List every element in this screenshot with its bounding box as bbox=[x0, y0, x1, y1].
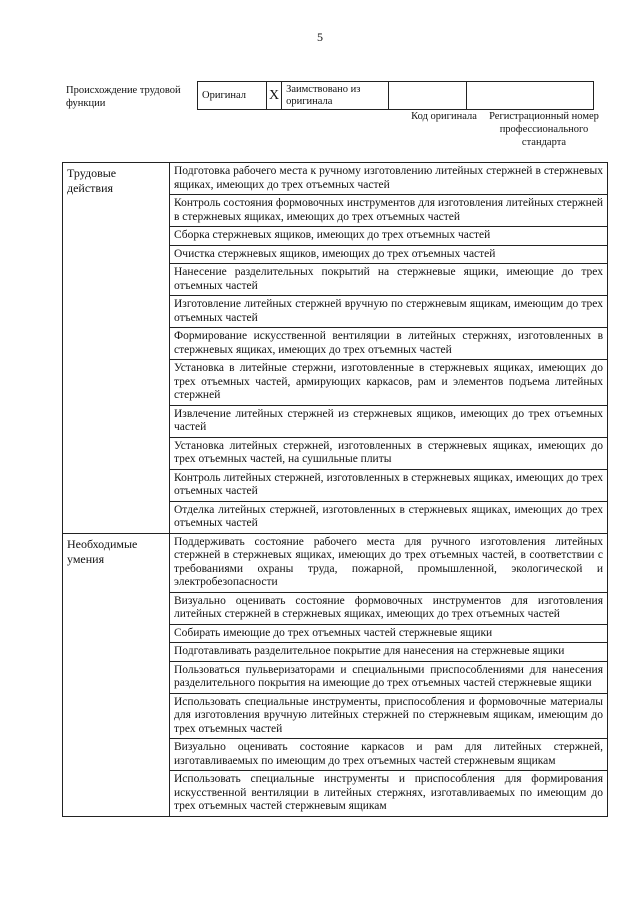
section-item: Установка в литейные стержни, изготовленные в стержневых ящиках, имеющих до трех отъемных частей, армирующих каркасов, рам и элементов подъема литейных стержней bbox=[170, 360, 608, 406]
section-item: Изготовление литейных стержней вручную по стержневым ящикам, имеющим до трех отъемных частей bbox=[170, 296, 608, 328]
code-cell bbox=[389, 82, 467, 110]
section-item: Визуально оценивать состояние формовочных инструментов для изготовления литейных стержней в стержневых ящиках, имеющих до трех отъемных частей bbox=[170, 592, 608, 624]
origin-table bbox=[197, 81, 594, 110]
borrowed-cell: Заимствовано из оригинала bbox=[282, 82, 389, 110]
section-item: Пользоваться пульверизаторами и специальными приспособлениями для нанесения разделительного покрытия на имеющие до трех отъемных частей стержневые ящики bbox=[170, 661, 608, 693]
functions-table bbox=[62, 162, 608, 817]
original-cell: Оригинал bbox=[198, 82, 267, 110]
origin-label: Происхождение трудовой функции bbox=[66, 85, 181, 109]
section-item: Установка литейных стержней, изготовленных в стержневых ящиках, имеющих до трех отъемных частей, на сушильные плиты bbox=[170, 437, 608, 469]
original-mark: X bbox=[267, 82, 282, 110]
section-item: Извлечение литейных стержней из стержневых ящиков, имеющих до трех отъемных частей bbox=[170, 405, 608, 437]
section-title: Необходимые умения bbox=[63, 533, 170, 816]
section-title: Трудовые действия bbox=[63, 163, 170, 534]
page-number: 5 bbox=[317, 30, 323, 44]
section-item: Формирование искусственной вентиляции в литейных стержнях, изготовленных в стержневых ящиках, имеющих до трех отъемных частей bbox=[170, 328, 608, 360]
section-item: Сборка стержневых ящиков, имеющих до трех отъемных частей bbox=[170, 227, 608, 246]
section-item: Контроль литейных стержней, изготовленных в стержневых ящиках, имеющих до трех отъемных частей bbox=[170, 469, 608, 501]
section-item: Подготавливать разделительное покрытие для нанесения на стержневые ящики bbox=[170, 643, 608, 662]
table-row bbox=[63, 163, 608, 195]
section-item: Отделка литейных стержней, изготовленных в стержневых ящиках, имеющих до трех отъемных частей bbox=[170, 501, 608, 533]
section-item: Собирать имеющие до трех отъемных частей стержневые ящики bbox=[170, 624, 608, 643]
section-item: Использовать специальные инструменты и приспособления для формирования искусственной вентиляции в литейных стержнях, изготавливаемых по имеющим до трех отъемных частей стержневым ящикам bbox=[170, 771, 608, 817]
section-item: Визуально оценивать состояние каркасов и рам для литейных стержней, изготавливаемых по имеющим до трех отъемных частей стержневым ящикам bbox=[170, 739, 608, 771]
section-item: Контроль состояния формовочных инструментов для изготовления литейных стержней в стержневых ящиках, имеющих до трех отъемных частей bbox=[170, 195, 608, 227]
section-item: Очистка стержневых ящиков, имеющих до трех отъемных частей bbox=[170, 245, 608, 264]
reg-number-cell bbox=[467, 82, 594, 110]
table-row bbox=[63, 533, 608, 592]
section-item: Подготовка рабочего места к ручному изготовлению литейных стержней в стержневых ящиках, имеющих до трех отъемных частей bbox=[170, 163, 608, 195]
section-item: Поддерживать состояние рабочего места для ручного изготовления литейных стержней в стержневых ящиках, имеющих до трех отъемных частей, в соответствии с требованиями охраны труда, пожарной, промышленной, экологической и электробезопасности bbox=[170, 533, 608, 592]
section-item: Нанесение разделительных покрытий на стержневые ящики, имеющие до трех отъемных частей bbox=[170, 264, 608, 296]
reg-number-label: Регистрационный номер профессионального стандарта bbox=[489, 111, 599, 148]
code-label: Код оригинала bbox=[411, 111, 477, 122]
section-item: Использовать специальные инструменты, приспособления и формовочные материалы для изготовления вручную литейных стержней по стержневым ящикам, имеющим до трех отъемных частей bbox=[170, 693, 608, 739]
